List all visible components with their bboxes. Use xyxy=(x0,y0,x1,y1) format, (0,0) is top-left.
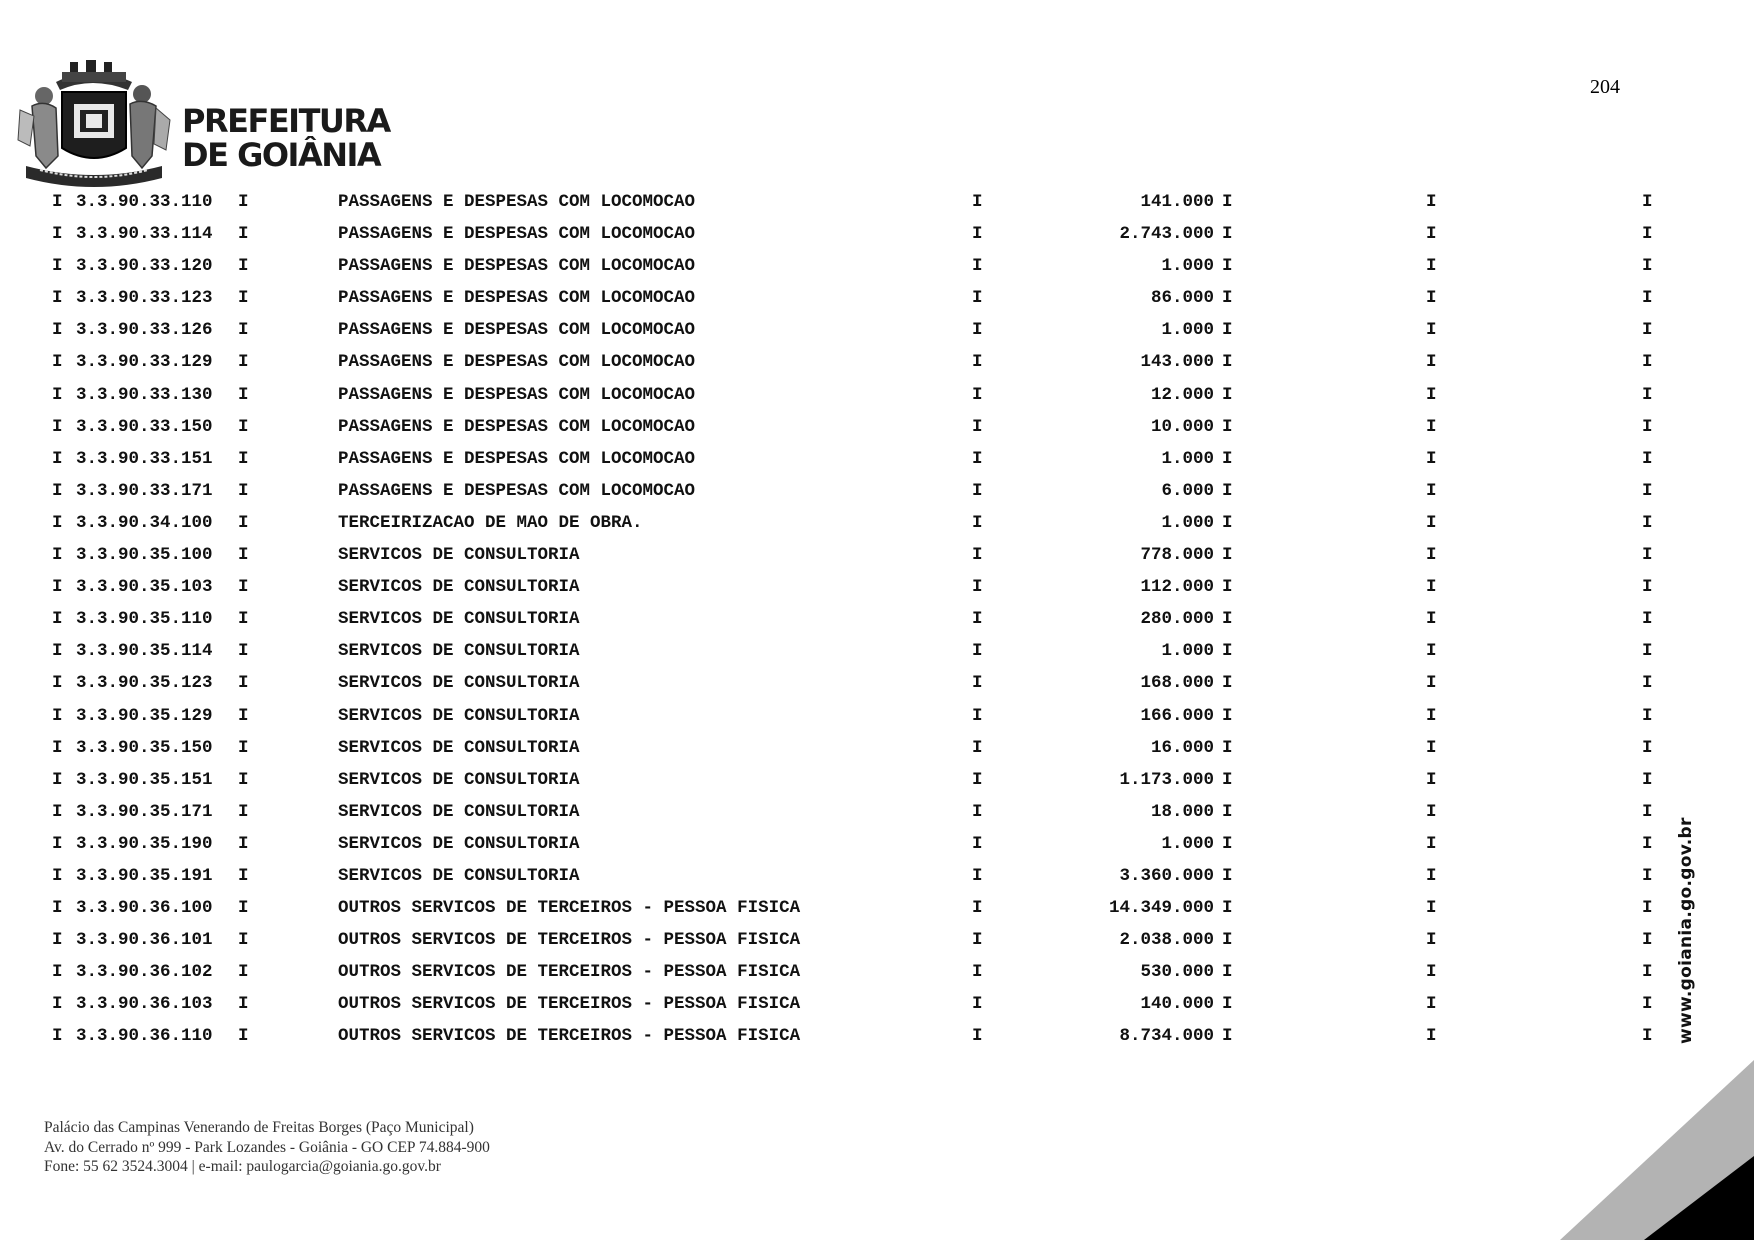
separator-i: I xyxy=(1426,673,1437,694)
amount-value: 86.000 xyxy=(1150,288,1214,309)
separator-i: I xyxy=(1642,898,1653,919)
amount-value: 10.000 xyxy=(1150,416,1214,437)
separator-i: I xyxy=(1222,898,1233,919)
account-code: 3.3.90.35.191 xyxy=(76,865,213,886)
account-description: PASSAGENS E DESPESAS COM LOCOMOCAO xyxy=(338,320,696,341)
separator-i: I xyxy=(238,384,249,405)
separator-i: I xyxy=(1426,512,1437,533)
amount-value: 2.038.000 xyxy=(1119,930,1214,951)
table-row xyxy=(52,539,1653,571)
separator-i: I xyxy=(1222,480,1233,501)
separator-i: I xyxy=(1222,994,1233,1015)
separator-i: I xyxy=(1642,673,1653,694)
separator-i: I xyxy=(1426,192,1437,212)
separator-i: I xyxy=(238,288,249,309)
separator-i: I xyxy=(52,865,63,886)
separator-i: I xyxy=(1426,288,1437,309)
table-row xyxy=(52,956,1653,988)
separator-i: I xyxy=(52,480,63,501)
separator-i: I xyxy=(1222,930,1233,951)
table-row xyxy=(52,314,1653,346)
account-code: 3.3.90.35.150 xyxy=(76,737,213,758)
separator-i: I xyxy=(52,673,63,694)
separator-i: I xyxy=(1642,192,1653,212)
separator-i: I xyxy=(1642,930,1653,951)
logo-line-2: DE GOIÂNIA xyxy=(182,136,381,174)
footer-line-1: Palácio das Campinas Venerando de Freitas Borges (Paço Municipal) xyxy=(44,1119,474,1136)
separator-i: I xyxy=(1642,962,1653,983)
account-description: PASSAGENS E DESPESAS COM LOCOMOCAO xyxy=(338,384,696,405)
account-code: 3.3.90.35.110 xyxy=(76,609,213,630)
separator-i: I xyxy=(52,1026,63,1047)
separator-i: I xyxy=(1222,801,1233,822)
account-code: 3.3.90.33.120 xyxy=(76,256,213,277)
page-number: 204 xyxy=(1590,76,1620,98)
amount-value: 778.000 xyxy=(1140,545,1214,566)
separator-i: I xyxy=(1222,320,1233,341)
separator-i: I xyxy=(1222,224,1233,245)
separator-i: I xyxy=(52,256,63,277)
separator-i: I xyxy=(1426,448,1437,469)
separator-i: I xyxy=(972,801,983,822)
budget-ledger-table xyxy=(52,186,1653,1053)
amount-value: 3.360.000 xyxy=(1119,865,1214,886)
separator-i: I xyxy=(1642,641,1653,662)
separator-i: I xyxy=(1222,192,1233,212)
separator-i: I xyxy=(1642,224,1653,245)
separator-i: I xyxy=(1222,865,1233,886)
table-row xyxy=(52,379,1653,411)
separator-i: I xyxy=(238,609,249,630)
separator-i: I xyxy=(238,352,249,373)
separator-i: I xyxy=(1642,705,1653,726)
account-description: OUTROS SERVICOS DE TERCEIROS - PESSOA FISICA xyxy=(338,1026,801,1047)
table-row xyxy=(52,924,1653,956)
table-row xyxy=(52,635,1653,667)
separator-i: I xyxy=(52,833,63,854)
separator-i: I xyxy=(52,512,63,533)
account-code: 3.3.90.36.101 xyxy=(76,930,213,951)
amount-value: 280.000 xyxy=(1140,609,1214,630)
table-row xyxy=(52,828,1653,860)
separator-i: I xyxy=(972,737,983,758)
account-description: SERVICOS DE CONSULTORIA xyxy=(338,609,580,630)
account-description: PASSAGENS E DESPESAS COM LOCOMOCAO xyxy=(338,256,696,277)
separator-i: I xyxy=(972,416,983,437)
separator-i: I xyxy=(238,641,249,662)
corner-decoration-icon xyxy=(1550,1060,1754,1240)
separator-i: I xyxy=(52,448,63,469)
separator-i: I xyxy=(1642,609,1653,630)
account-description: PASSAGENS E DESPESAS COM LOCOMOCAO xyxy=(338,224,696,245)
separator-i: I xyxy=(52,641,63,662)
amount-value: 140.000 xyxy=(1140,994,1214,1015)
account-description: SERVICOS DE CONSULTORIA xyxy=(338,801,580,822)
separator-i: I xyxy=(972,192,983,212)
separator-i: I xyxy=(238,801,249,822)
separator-i: I xyxy=(1426,898,1437,919)
separator-i: I xyxy=(238,480,249,501)
website-url: www.goiania.go.gov.br xyxy=(1676,817,1696,1044)
separator-i: I xyxy=(1426,256,1437,277)
account-description: SERVICOS DE CONSULTORIA xyxy=(338,545,580,566)
separator-i: I xyxy=(1222,352,1233,373)
separator-i: I xyxy=(1642,737,1653,758)
account-description: SERVICOS DE CONSULTORIA xyxy=(338,833,580,854)
separator-i: I xyxy=(1642,1026,1653,1047)
separator-i: I xyxy=(1222,416,1233,437)
separator-i: I xyxy=(972,224,983,245)
separator-i: I xyxy=(1426,737,1437,758)
table-row xyxy=(52,764,1653,796)
amount-value: 530.000 xyxy=(1140,962,1214,983)
separator-i: I xyxy=(238,224,249,245)
separator-i: I xyxy=(238,930,249,951)
separator-i: I xyxy=(1426,352,1437,373)
account-code: 3.3.90.36.103 xyxy=(76,994,213,1015)
table-row xyxy=(52,507,1653,539)
separator-i: I xyxy=(1222,288,1233,309)
separator-i: I xyxy=(972,641,983,662)
separator-i: I xyxy=(1222,577,1233,598)
separator-i: I xyxy=(1426,224,1437,245)
separator-i: I xyxy=(972,898,983,919)
account-code: 3.3.90.33.110 xyxy=(76,192,213,212)
separator-i: I xyxy=(1426,1026,1437,1047)
separator-i: I xyxy=(1222,256,1233,277)
separator-i: I xyxy=(52,352,63,373)
separator-i: I xyxy=(1222,705,1233,726)
account-code: 3.3.90.33.123 xyxy=(76,288,213,309)
account-code: 3.3.90.33.171 xyxy=(76,480,213,501)
amount-value: 168.000 xyxy=(1140,673,1214,694)
separator-i: I xyxy=(52,737,63,758)
separator-i: I xyxy=(972,384,983,405)
separator-i: I xyxy=(972,320,983,341)
table-row xyxy=(52,443,1653,475)
account-code: 3.3.90.35.123 xyxy=(76,673,213,694)
account-description: OUTROS SERVICOS DE TERCEIROS - PESSOA FISICA xyxy=(338,898,801,919)
prefeitura-logo xyxy=(16,60,390,192)
separator-i: I xyxy=(52,769,63,790)
separator-i: I xyxy=(1222,1026,1233,1047)
account-code: 3.3.90.34.100 xyxy=(76,512,213,533)
separator-i: I xyxy=(238,448,249,469)
table-row xyxy=(52,796,1653,828)
separator-i: I xyxy=(1642,512,1653,533)
separator-i: I xyxy=(1426,384,1437,405)
separator-i: I xyxy=(1426,416,1437,437)
amount-value: 1.000 xyxy=(1161,512,1214,533)
table-row xyxy=(52,667,1653,699)
separator-i: I xyxy=(972,994,983,1015)
separator-i: I xyxy=(1642,320,1653,341)
separator-i: I xyxy=(972,833,983,854)
amount-value: 2.743.000 xyxy=(1119,224,1214,245)
separator-i: I xyxy=(238,865,249,886)
table-row xyxy=(52,411,1653,443)
account-code: 3.3.90.33.114 xyxy=(76,224,213,245)
account-description: PASSAGENS E DESPESAS COM LOCOMOCAO xyxy=(338,416,696,437)
table-row xyxy=(52,186,1653,218)
account-code: 3.3.90.36.102 xyxy=(76,962,213,983)
account-code: 3.3.90.36.100 xyxy=(76,898,213,919)
separator-i: I xyxy=(1642,769,1653,790)
city-seal-icon xyxy=(16,60,172,192)
amount-value: 1.173.000 xyxy=(1119,769,1214,790)
account-code: 3.3.90.35.103 xyxy=(76,577,213,598)
separator-i: I xyxy=(52,224,63,245)
separator-i: I xyxy=(52,801,63,822)
amount-value: 12.000 xyxy=(1150,384,1214,405)
account-code: 3.3.90.33.126 xyxy=(76,320,213,341)
separator-i: I xyxy=(1222,962,1233,983)
separator-i: I xyxy=(1222,545,1233,566)
account-code: 3.3.90.35.129 xyxy=(76,705,213,726)
table-row xyxy=(52,1020,1653,1052)
account-description: PASSAGENS E DESPESAS COM LOCOMOCAO xyxy=(338,352,696,373)
separator-i: I xyxy=(238,962,249,983)
account-description: PASSAGENS E DESPESAS COM LOCOMOCAO xyxy=(338,288,696,309)
separator-i: I xyxy=(972,545,983,566)
footer-address xyxy=(44,1118,490,1177)
separator-i: I xyxy=(1426,769,1437,790)
account-description: SERVICOS DE CONSULTORIA xyxy=(338,641,580,662)
separator-i: I xyxy=(1642,256,1653,277)
account-code: 3.3.90.35.171 xyxy=(76,801,213,822)
separator-i: I xyxy=(972,512,983,533)
separator-i: I xyxy=(972,352,983,373)
account-code: 3.3.90.33.150 xyxy=(76,416,213,437)
account-code: 3.3.90.33.130 xyxy=(76,384,213,405)
separator-i: I xyxy=(238,1026,249,1047)
account-description: SERVICOS DE CONSULTORIA xyxy=(338,865,580,886)
account-description: OUTROS SERVICOS DE TERCEIROS - PESSOA FISICA xyxy=(338,930,801,951)
separator-i: I xyxy=(52,930,63,951)
separator-i: I xyxy=(1222,673,1233,694)
separator-i: I xyxy=(52,288,63,309)
separator-i: I xyxy=(238,994,249,1015)
separator-i: I xyxy=(52,416,63,437)
account-code: 3.3.90.33.129 xyxy=(76,352,213,373)
separator-i: I xyxy=(1426,545,1437,566)
separator-i: I xyxy=(1222,737,1233,758)
separator-i: I xyxy=(1426,320,1437,341)
separator-i: I xyxy=(1426,801,1437,822)
separator-i: I xyxy=(1222,833,1233,854)
separator-i: I xyxy=(1426,930,1437,951)
logo-line-1: PREFEITURA xyxy=(182,102,390,140)
account-code: 3.3.90.35.190 xyxy=(76,833,213,854)
separator-i: I xyxy=(52,994,63,1015)
separator-i: I xyxy=(1642,352,1653,373)
account-description: OUTROS SERVICOS DE TERCEIROS - PESSOA FISICA xyxy=(338,994,801,1015)
amount-value: 1.000 xyxy=(1161,448,1214,469)
separator-i: I xyxy=(972,865,983,886)
separator-i: I xyxy=(52,545,63,566)
separator-i: I xyxy=(52,577,63,598)
footer-line-3: Fone: 55 62 3524.3004 | e-mail: paulogarcia@goiania.go.gov.br xyxy=(44,1158,441,1175)
table-row xyxy=(52,218,1653,250)
separator-i: I xyxy=(1642,480,1653,501)
table-row xyxy=(52,700,1653,732)
amount-value: 143.000 xyxy=(1140,352,1214,373)
separator-i: I xyxy=(1426,480,1437,501)
separator-i: I xyxy=(1222,609,1233,630)
separator-i: I xyxy=(1222,641,1233,662)
separator-i: I xyxy=(972,288,983,309)
separator-i: I xyxy=(1222,448,1233,469)
separator-i: I xyxy=(238,577,249,598)
separator-i: I xyxy=(52,962,63,983)
amount-value: 8.734.000 xyxy=(1119,1026,1214,1047)
separator-i: I xyxy=(1642,384,1653,405)
amount-value: 16.000 xyxy=(1150,737,1214,758)
separator-i: I xyxy=(238,545,249,566)
separator-i: I xyxy=(972,256,983,277)
account-code: 3.3.90.35.114 xyxy=(76,641,213,662)
separator-i: I xyxy=(52,320,63,341)
separator-i: I xyxy=(1426,833,1437,854)
account-description: PASSAGENS E DESPESAS COM LOCOMOCAO xyxy=(338,192,696,212)
separator-i: I xyxy=(1642,833,1653,854)
account-description: PASSAGENS E DESPESAS COM LOCOMOCAO xyxy=(338,448,696,469)
separator-i: I xyxy=(238,705,249,726)
amount-value: 166.000 xyxy=(1140,705,1214,726)
account-description: SERVICOS DE CONSULTORIA xyxy=(338,769,580,790)
separator-i: I xyxy=(238,898,249,919)
footer-line-2: Av. do Cerrado nº 999 - Park Lozandes - Goiânia - GO CEP 74.884-900 xyxy=(44,1138,490,1156)
separator-i: I xyxy=(238,737,249,758)
separator-i: I xyxy=(972,480,983,501)
amount-value: 1.000 xyxy=(1161,833,1214,854)
account-code: 3.3.90.33.151 xyxy=(76,448,213,469)
separator-i: I xyxy=(52,384,63,405)
separator-i: I xyxy=(972,673,983,694)
table-row xyxy=(52,732,1653,764)
separator-i: I xyxy=(972,930,983,951)
separator-i: I xyxy=(52,705,63,726)
separator-i: I xyxy=(1426,865,1437,886)
separator-i: I xyxy=(1642,577,1653,598)
amount-value: 14.349.000 xyxy=(1108,898,1214,919)
separator-i: I xyxy=(1426,705,1437,726)
amount-value: 6.000 xyxy=(1161,480,1214,501)
separator-i: I xyxy=(1642,416,1653,437)
account-description: SERVICOS DE CONSULTORIA xyxy=(338,673,580,694)
amount-value: 1.000 xyxy=(1161,320,1214,341)
separator-i: I xyxy=(1426,577,1437,598)
separator-i: I xyxy=(972,1026,983,1047)
separator-i: I xyxy=(972,962,983,983)
account-code: 3.3.90.35.100 xyxy=(76,545,213,566)
separator-i: I xyxy=(1642,865,1653,886)
table-row xyxy=(52,250,1653,282)
separator-i: I xyxy=(52,898,63,919)
account-code: 3.3.90.36.110 xyxy=(76,1026,213,1047)
account-description: PASSAGENS E DESPESAS COM LOCOMOCAO xyxy=(338,480,696,501)
separator-i: I xyxy=(238,833,249,854)
account-description: TERCEIRIZACAO DE MAO DE OBRA. xyxy=(338,512,643,533)
table-row xyxy=(52,571,1653,603)
separator-i: I xyxy=(1222,769,1233,790)
table-row xyxy=(52,988,1653,1020)
separator-i: I xyxy=(1222,384,1233,405)
logo-wordmark xyxy=(182,104,390,172)
separator-i: I xyxy=(52,192,63,212)
table-row xyxy=(52,475,1653,507)
separator-i: I xyxy=(1426,641,1437,662)
table-row xyxy=(52,892,1653,924)
amount-value: 1.000 xyxy=(1161,641,1214,662)
table-row xyxy=(52,860,1653,892)
separator-i: I xyxy=(238,769,249,790)
separator-i: I xyxy=(972,448,983,469)
separator-i: I xyxy=(1426,962,1437,983)
table-row xyxy=(52,282,1653,314)
separator-i: I xyxy=(1642,448,1653,469)
separator-i: I xyxy=(972,769,983,790)
separator-i: I xyxy=(1642,288,1653,309)
amount-value: 141.000 xyxy=(1140,192,1214,212)
separator-i: I xyxy=(238,416,249,437)
separator-i: I xyxy=(1222,512,1233,533)
separator-i: I xyxy=(1426,609,1437,630)
account-description: OUTROS SERVICOS DE TERCEIROS - PESSOA FISICA xyxy=(338,962,801,983)
separator-i: I xyxy=(1426,994,1437,1015)
separator-i: I xyxy=(238,512,249,533)
table-row xyxy=(52,346,1653,378)
amount-value: 112.000 xyxy=(1140,577,1214,598)
separator-i: I xyxy=(238,673,249,694)
amount-value: 18.000 xyxy=(1150,801,1214,822)
separator-i: I xyxy=(238,320,249,341)
account-description: SERVICOS DE CONSULTORIA xyxy=(338,577,580,598)
account-description: SERVICOS DE CONSULTORIA xyxy=(338,737,580,758)
account-description: SERVICOS DE CONSULTORIA xyxy=(338,705,580,726)
amount-value: 1.000 xyxy=(1161,256,1214,277)
separator-i: I xyxy=(238,256,249,277)
separator-i: I xyxy=(972,705,983,726)
separator-i: I xyxy=(1642,994,1653,1015)
separator-i: I xyxy=(1642,545,1653,566)
table-row xyxy=(52,603,1653,635)
account-code: 3.3.90.35.151 xyxy=(76,769,213,790)
separator-i: I xyxy=(238,192,249,212)
separator-i: I xyxy=(972,577,983,598)
separator-i: I xyxy=(1642,801,1653,822)
separator-i: I xyxy=(972,609,983,630)
separator-i: I xyxy=(52,609,63,630)
